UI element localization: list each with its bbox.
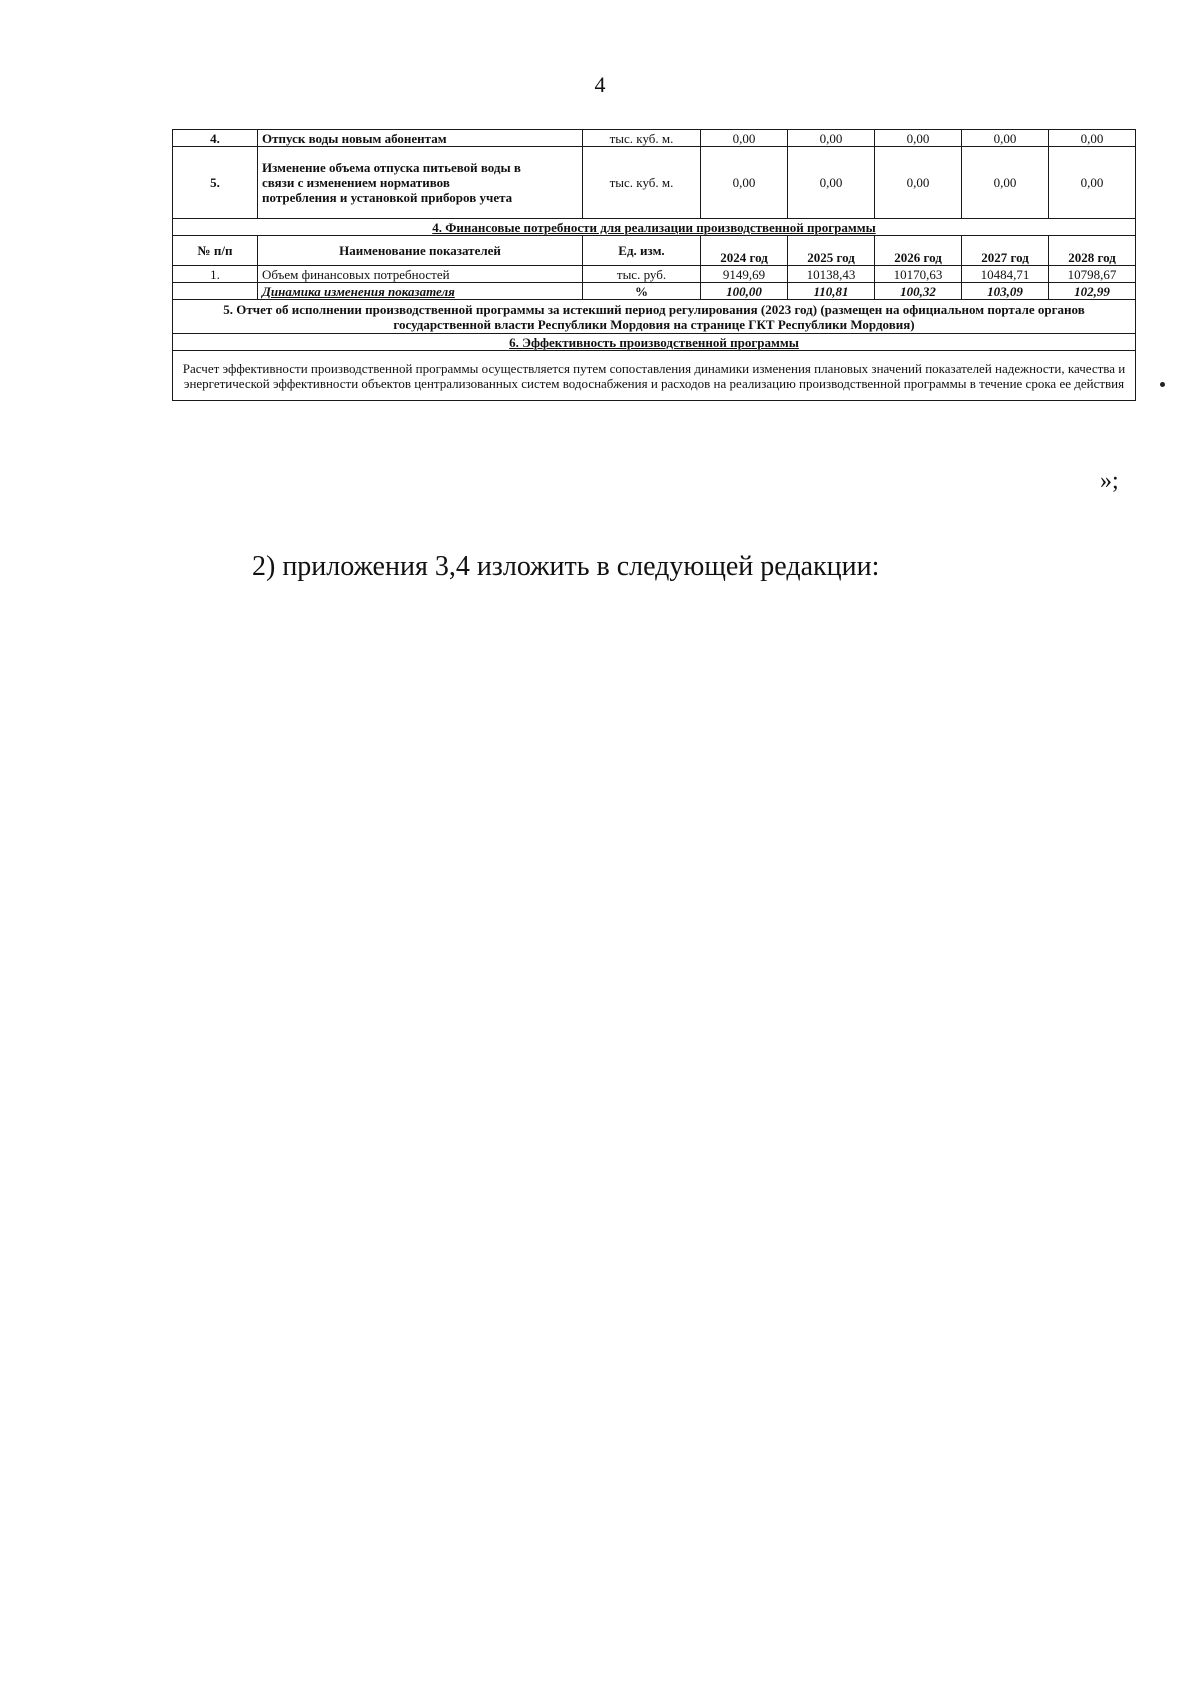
section-4-title: 4. Финансовые потребности для реализации производственной программы: [173, 219, 1136, 236]
unit-cell: %: [583, 283, 701, 300]
value-cell: 100,00: [701, 283, 788, 300]
header-year: 2027 год: [962, 236, 1049, 266]
header-year: 2028 год: [1049, 236, 1136, 266]
table-row: [173, 130, 1136, 147]
indicator-name: Изменение объема отпуска питьевой воды в связи с изменением нормативов потребления и установкой приборов учета: [258, 147, 583, 219]
value-cell: 103,09: [962, 283, 1049, 300]
value-cell: 0,00: [1049, 147, 1136, 219]
value-cell: 0,00: [788, 130, 875, 147]
production-program-table: [172, 129, 1136, 401]
unit-cell: тыс. куб. м.: [583, 147, 701, 219]
table-header-row: [173, 236, 1136, 266]
section-heading-row: [173, 300, 1136, 334]
unit-cell: тыс. куб. м.: [583, 130, 701, 147]
header-year: 2025 год: [788, 236, 875, 266]
value-cell: 10484,71: [962, 266, 1049, 283]
section-5-title: 5. Отчет об исполнении производственной программы за истекший период регулирования (2023 год) (размещен на официальном портале органов государственной власти Республики Мордовия на странице ГКТ Республики Мордовия): [173, 300, 1136, 334]
header-num: № п/п: [173, 236, 258, 266]
value-cell: 0,00: [1049, 130, 1136, 147]
section-heading-row: [173, 219, 1136, 236]
row-number-empty: [173, 283, 258, 300]
value-cell: 10170,63: [875, 266, 962, 283]
header-year: 2024 год: [701, 236, 788, 266]
row-number: 4.: [173, 130, 258, 147]
row-number: 5.: [173, 147, 258, 219]
header-unit: Ед. изм.: [583, 236, 701, 266]
value-cell: 0,00: [962, 147, 1049, 219]
value-cell: 0,00: [701, 147, 788, 219]
table-row: [173, 283, 1136, 300]
page-number: 4: [594, 72, 606, 97]
value-cell: 9149,69: [701, 266, 788, 283]
indicator-name: Динамика изменения показателя: [258, 283, 583, 300]
table-row: [173, 351, 1136, 401]
header-name: Наименование показателей: [258, 236, 583, 266]
row-number: 1.: [173, 266, 258, 283]
value-cell: 0,00: [875, 147, 962, 219]
table-row: [173, 266, 1136, 283]
indicator-name: Отпуск воды новым абонентам: [258, 130, 583, 147]
indicator-name: Объем финансовых потребностей: [258, 266, 583, 283]
value-cell: 0,00: [701, 130, 788, 147]
unit-cell: тыс. руб.: [583, 266, 701, 283]
margin-dot: [1160, 382, 1165, 387]
value-cell: 10138,43: [788, 266, 875, 283]
value-cell: 0,00: [962, 130, 1049, 147]
table-row: [173, 147, 1136, 219]
value-cell: 102,99: [1049, 283, 1136, 300]
section-heading-row: [173, 334, 1136, 351]
closing-quote: »;: [1100, 468, 1119, 494]
amendment-paragraph: 2) приложения 3,4 изложить в следующей редакции:: [252, 551, 880, 582]
value-cell: 110,81: [788, 283, 875, 300]
value-cell: 0,00: [875, 130, 962, 147]
section-6-title: 6. Эффективность производственной программы: [173, 334, 1136, 351]
value-cell: 0,00: [788, 147, 875, 219]
value-cell: 10798,67: [1049, 266, 1136, 283]
value-cell: 100,32: [875, 283, 962, 300]
section-6-text: Расчет эффективности производственной программы осуществляется путем сопоставления динамики изменения плановых значений показателей надежности, качества и энергетической эффективности объектов централизованных систем водоснабжения и расходов на реализацию производственной программы в течение срока ее действия: [173, 351, 1136, 401]
header-year: 2026 год: [875, 236, 962, 266]
